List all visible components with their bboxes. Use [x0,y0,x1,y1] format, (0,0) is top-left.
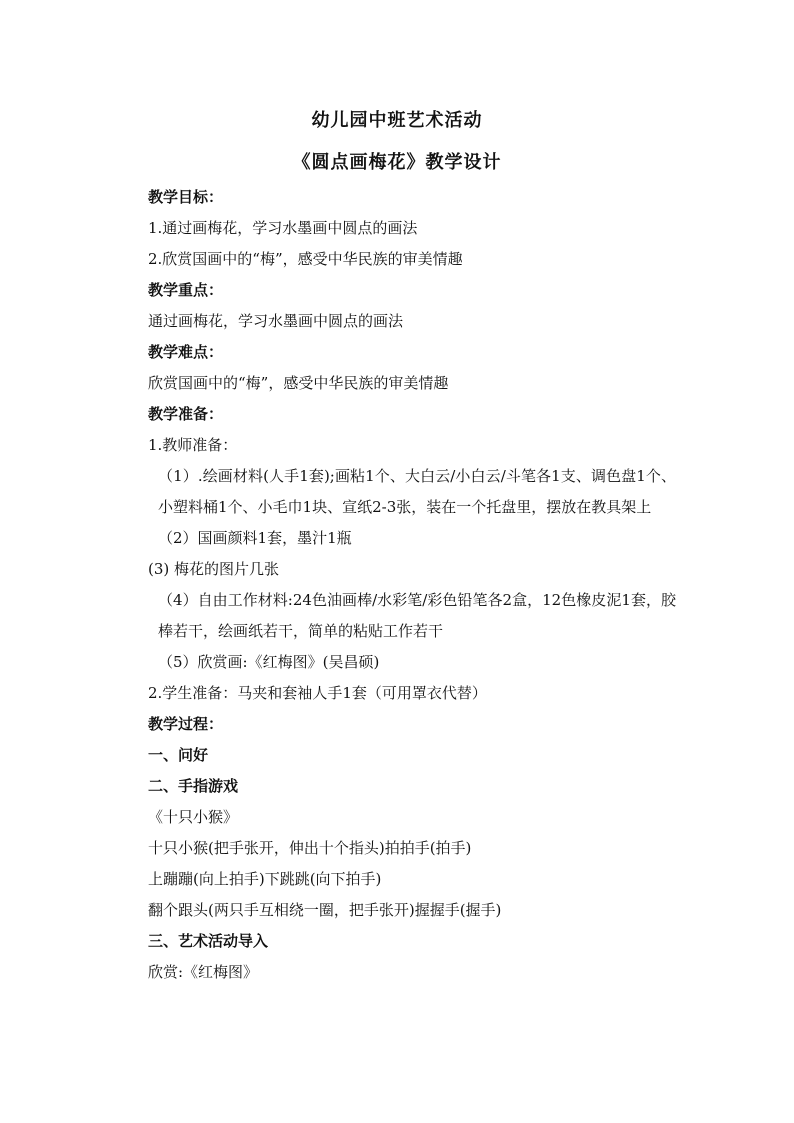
document-body [120,182,676,988]
prep-item-2: （2）国画颜料1套，墨汁1瓶 [158,529,352,547]
step-1: 一、问好 [148,746,209,764]
key-heading: 教学重点： [148,281,224,299]
difficulty-heading: 教学难点： [148,343,224,361]
prep-item-3: (3) 梅花的图片几张 [148,560,280,578]
goal-1: 1.通过画梅花，学习水墨画中圆点的画法 [148,219,418,237]
title-line-1: 幼儿园中班艺术活动 [311,110,483,131]
teacher-prep: 1.教师准备： [148,436,238,454]
process-heading: 教学过程： [148,715,224,733]
prep-item-4: （4）自由工作材料:24色油画棒/水彩笔/彩色铅笔各2盒，12色橡皮泥1套，胶棒若干，绘画纸若干，简单的粘贴工作若干 [158,591,676,640]
step-2: 二、手指游戏 [148,777,239,795]
title-line-2: 《圆点画梅花》教学设计 [292,152,502,173]
appreciate-line: 欣赏:《红梅图》 [148,963,259,981]
game-line-1: 十只小猴(把手张开，伸出十个指头)拍拍手(拍手) [148,839,472,857]
difficulty-text: 欣赏国画中的“梅”，感受中华民族的审美情趣 [148,374,449,392]
game-line-3: 翻个跟头(两只手互相绕一圈，把手张开)握握手(握手) [148,901,502,919]
prep-item-5: （5）欣赏画:《红梅图》(吴昌硕) [158,653,380,671]
game-title: 《十只小猴》 [148,808,239,826]
prep-heading: 教学准备： [148,405,224,423]
key-text: 通过画梅花，学习水墨画中圆点的画法 [148,312,404,330]
goal-2: 2.欣赏国画中的“梅”，感受中华民族的审美情趣 [148,250,463,268]
student-prep: 2.学生准备：马夹和套袖人手1套（可用罩衣代替） [148,684,487,702]
goals-heading: 教学目标： [148,188,224,206]
prep-item-1: （1）.绘画材料(人手1套);画粘1个、大白云/小白云/斗笔各1支、调色盘1个、小塑料桶1个、小毛巾1块、宣纸2-3张，装在一个托盘里，摆放在教具架上 [158,467,676,516]
step-3: 三、艺术活动导入 [148,932,269,950]
game-line-2: 上蹦蹦(向上拍手)下跳跳(向下拍手) [148,870,382,888]
